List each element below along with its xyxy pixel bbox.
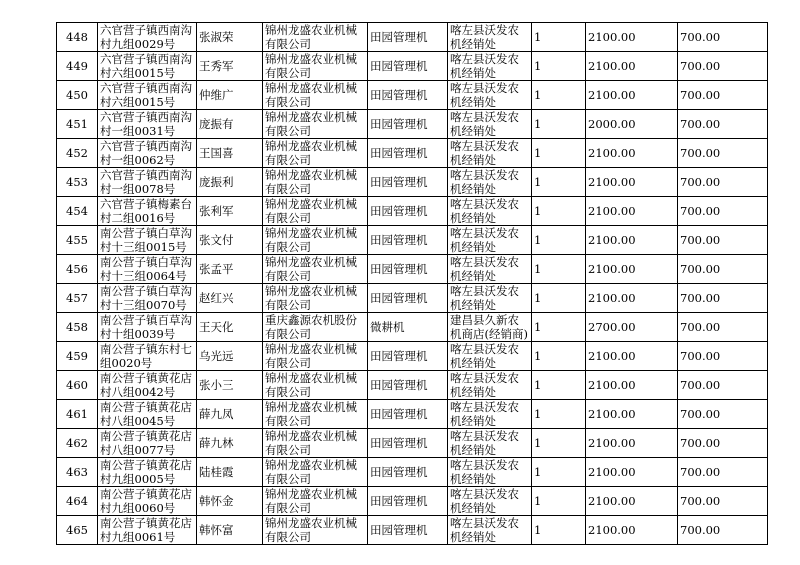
row-number: 461 [57,400,98,429]
address-cell: 六官营子镇西南沟村六组0015号 [98,81,197,110]
quantity-cell: 1 [532,255,586,284]
table-row [57,23,768,52]
row-number: 465 [57,516,98,545]
name-cell: 乌光远 [197,342,263,371]
row-number: 458 [57,313,98,342]
address-cell: 南公营子镇黄花店村八组0045号 [98,400,197,429]
table-row [57,371,768,400]
row-number: 448 [57,23,98,52]
dealer-cell: 喀左县沃发农机经销处 [448,400,532,429]
price-cell: 2100.00 [586,400,678,429]
subsidy-cell: 700.00 [678,284,768,313]
row-number: 462 [57,429,98,458]
machine-type-cell: 田园管理机 [368,284,448,313]
machine-type-cell: 微耕机 [368,313,448,342]
row-number: 451 [57,110,98,139]
price-cell: 2100.00 [586,342,678,371]
quantity-cell: 1 [532,23,586,52]
table-row [57,400,768,429]
table-row [57,284,768,313]
machine-type-cell: 田园管理机 [368,110,448,139]
address-cell: 南公营子镇黄花店村九组0060号 [98,487,197,516]
machine-type-cell: 田园管理机 [368,400,448,429]
quantity-cell: 1 [532,371,586,400]
table-row [57,197,768,226]
price-cell: 2100.00 [586,168,678,197]
table-row [57,429,768,458]
address-cell: 六官营子镇西南沟村九组0029号 [98,23,197,52]
name-cell: 韩怀富 [197,516,263,545]
quantity-cell: 1 [532,342,586,371]
machine-type-cell: 田园管理机 [368,255,448,284]
name-cell: 仲维广 [197,81,263,110]
price-cell: 2100.00 [586,429,678,458]
quantity-cell: 1 [532,110,586,139]
quantity-cell: 1 [532,284,586,313]
address-cell: 六官营子镇西南沟村一组0078号 [98,168,197,197]
quantity-cell: 1 [532,52,586,81]
quantity-cell: 1 [532,226,586,255]
dealer-cell: 喀左县沃发农机经销处 [448,516,532,545]
dealer-cell: 建昌县久新农机商店(经销商) [448,313,532,342]
price-cell: 2100.00 [586,284,678,313]
row-number: 456 [57,255,98,284]
manufacturer-cell: 锦州龙盛农业机械有限公司 [263,168,368,197]
name-cell: 张孟平 [197,255,263,284]
table-row [57,516,768,545]
quantity-cell: 1 [532,487,586,516]
manufacturer-cell: 锦州龙盛农业机械有限公司 [263,226,368,255]
row-number: 457 [57,284,98,313]
row-number: 449 [57,52,98,81]
machine-type-cell: 田园管理机 [368,23,448,52]
manufacturer-cell: 锦州龙盛农业机械有限公司 [263,400,368,429]
subsidy-cell: 700.00 [678,81,768,110]
quantity-cell: 1 [532,139,586,168]
machine-type-cell: 田园管理机 [368,197,448,226]
subsidy-cell: 700.00 [678,110,768,139]
name-cell: 张小三 [197,371,263,400]
quantity-cell: 1 [532,313,586,342]
address-cell: 南公营子镇黄花店村八组0042号 [98,371,197,400]
price-cell: 2100.00 [586,226,678,255]
address-cell: 南公营子镇白草沟村十三组0070号 [98,284,197,313]
manufacturer-cell: 锦州龙盛农业机械有限公司 [263,516,368,545]
dealer-cell: 喀左县沃发农机经销处 [448,81,532,110]
address-cell: 六官营子镇西南沟村一组0062号 [98,139,197,168]
subsidy-cell: 700.00 [678,197,768,226]
name-cell: 韩怀金 [197,487,263,516]
dealer-cell: 喀左县沃发农机经销处 [448,284,532,313]
price-cell: 2700.00 [586,313,678,342]
machine-type-cell: 田园管理机 [368,487,448,516]
address-cell: 南公营子镇白草沟村十三组0015号 [98,226,197,255]
dealer-cell: 喀左县沃发农机经销处 [448,168,532,197]
price-cell: 2100.00 [586,255,678,284]
price-cell: 2100.00 [586,52,678,81]
manufacturer-cell: 锦州龙盛农业机械有限公司 [263,197,368,226]
table-row [57,81,768,110]
table-row [57,342,768,371]
row-number: 452 [57,139,98,168]
dealer-cell: 喀左县沃发农机经销处 [448,23,532,52]
price-cell: 2000.00 [586,110,678,139]
name-cell: 张利军 [197,197,263,226]
subsidy-cell: 700.00 [678,313,768,342]
table-row [57,139,768,168]
dealer-cell: 喀左县沃发农机经销处 [448,197,532,226]
machine-type-cell: 田园管理机 [368,81,448,110]
address-cell: 南公营子镇东村七组0020号 [98,342,197,371]
subsidy-cell: 700.00 [678,458,768,487]
price-cell: 2100.00 [586,197,678,226]
name-cell: 王国喜 [197,139,263,168]
subsidy-cell: 700.00 [678,255,768,284]
table-body [57,23,768,545]
name-cell: 王天化 [197,313,263,342]
manufacturer-cell: 锦州龙盛农业机械有限公司 [263,110,368,139]
dealer-cell: 喀左县沃发农机经销处 [448,487,532,516]
price-cell: 2100.00 [586,81,678,110]
machine-type-cell: 田园管理机 [368,342,448,371]
table-row [57,313,768,342]
manufacturer-cell: 锦州龙盛农业机械有限公司 [263,81,368,110]
manufacturer-cell: 锦州龙盛农业机械有限公司 [263,23,368,52]
name-cell: 陆桂霞 [197,458,263,487]
address-cell: 南公营子镇百草沟村十组0039号 [98,313,197,342]
name-cell: 张淑荣 [197,23,263,52]
dealer-cell: 喀左县沃发农机经销处 [448,226,532,255]
subsidy-cell: 700.00 [678,342,768,371]
quantity-cell: 1 [532,458,586,487]
dealer-cell: 喀左县沃发农机经销处 [448,110,532,139]
manufacturer-cell: 锦州龙盛农业机械有限公司 [263,487,368,516]
subsidy-cell: 700.00 [678,168,768,197]
dealer-cell: 喀左县沃发农机经销处 [448,458,532,487]
subsidy-cell: 700.00 [678,429,768,458]
row-number: 450 [57,81,98,110]
row-number: 464 [57,487,98,516]
machine-type-cell: 田园管理机 [368,168,448,197]
row-number: 455 [57,226,98,255]
subsidy-cell: 700.00 [678,139,768,168]
price-cell: 2100.00 [586,458,678,487]
price-cell: 2100.00 [586,371,678,400]
manufacturer-cell: 锦州龙盛农业机械有限公司 [263,284,368,313]
subsidy-cell: 700.00 [678,371,768,400]
price-cell: 2100.00 [586,139,678,168]
quantity-cell: 1 [532,81,586,110]
dealer-cell: 喀左县沃发农机经销处 [448,429,532,458]
machine-type-cell: 田园管理机 [368,52,448,81]
row-number: 460 [57,371,98,400]
table-row [57,226,768,255]
subsidy-cell: 700.00 [678,23,768,52]
subsidy-cell: 700.00 [678,400,768,429]
manufacturer-cell: 锦州龙盛农业机械有限公司 [263,371,368,400]
machine-type-cell: 田园管理机 [368,139,448,168]
address-cell: 六官营子镇西南沟村一组0031号 [98,110,197,139]
machine-type-cell: 田园管理机 [368,226,448,255]
table-row [57,52,768,81]
name-cell: 赵红兴 [197,284,263,313]
manufacturer-cell: 锦州龙盛农业机械有限公司 [263,139,368,168]
manufacturer-cell: 重庆鑫源农机股份有限公司 [263,313,368,342]
price-cell: 2100.00 [586,23,678,52]
table-row [57,110,768,139]
price-cell: 2100.00 [586,487,678,516]
manufacturer-cell: 锦州龙盛农业机械有限公司 [263,255,368,284]
name-cell: 王秀军 [197,52,263,81]
name-cell: 薛九凤 [197,400,263,429]
subsidy-table [56,22,768,545]
quantity-cell: 1 [532,197,586,226]
dealer-cell: 喀左县沃发农机经销处 [448,139,532,168]
dealer-cell: 喀左县沃发农机经销处 [448,371,532,400]
machine-type-cell: 田园管理机 [368,458,448,487]
quantity-cell: 1 [532,429,586,458]
name-cell: 庞振有 [197,110,263,139]
name-cell: 薛九林 [197,429,263,458]
quantity-cell: 1 [532,400,586,429]
address-cell: 六官营子镇梅素台村二组0016号 [98,197,197,226]
table-row [57,487,768,516]
name-cell: 张文付 [197,226,263,255]
machine-type-cell: 田园管理机 [368,429,448,458]
address-cell: 南公营子镇黄花店村九组0005号 [98,458,197,487]
price-cell: 2100.00 [586,516,678,545]
manufacturer-cell: 锦州龙盛农业机械有限公司 [263,342,368,371]
manufacturer-cell: 锦州龙盛农业机械有限公司 [263,458,368,487]
name-cell: 庞振利 [197,168,263,197]
row-number: 459 [57,342,98,371]
row-number: 463 [57,458,98,487]
manufacturer-cell: 锦州龙盛农业机械有限公司 [263,429,368,458]
address-cell: 南公营子镇白草沟村十三组0064号 [98,255,197,284]
quantity-cell: 1 [532,168,586,197]
subsidy-cell: 700.00 [678,487,768,516]
table-row [57,168,768,197]
table-row [57,458,768,487]
address-cell: 南公营子镇黄花店村九组0061号 [98,516,197,545]
machine-type-cell: 田园管理机 [368,371,448,400]
address-cell: 南公营子镇黄花店村八组0077号 [98,429,197,458]
machine-type-cell: 田园管理机 [368,516,448,545]
subsidy-cell: 700.00 [678,226,768,255]
subsidy-cell: 700.00 [678,52,768,81]
manufacturer-cell: 锦州龙盛农业机械有限公司 [263,52,368,81]
row-number: 453 [57,168,98,197]
dealer-cell: 喀左县沃发农机经销处 [448,255,532,284]
dealer-cell: 喀左县沃发农机经销处 [448,342,532,371]
subsidy-cell: 700.00 [678,516,768,545]
address-cell: 六官营子镇西南沟村六组0015号 [98,52,197,81]
quantity-cell: 1 [532,516,586,545]
table-row [57,255,768,284]
row-number: 454 [57,197,98,226]
dealer-cell: 喀左县沃发农机经销处 [448,52,532,81]
